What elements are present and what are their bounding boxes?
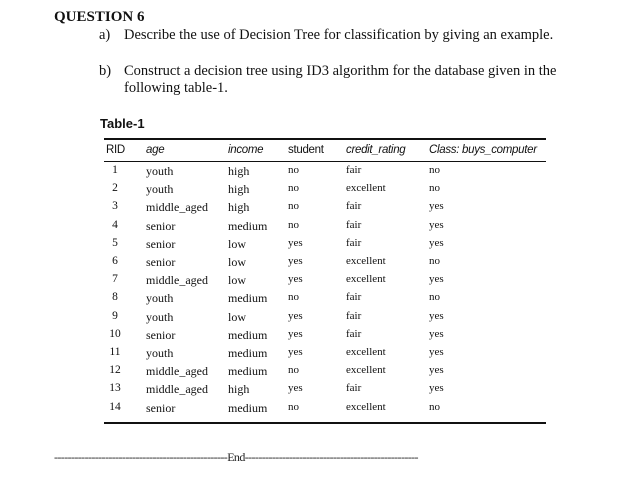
cell-rid: 3 xyxy=(112,200,118,213)
cell-credit-rating: fair xyxy=(346,291,362,304)
part-b-line2: following table-1. xyxy=(124,80,228,96)
cell-rid: 11 xyxy=(109,346,121,358)
cell-class: no xyxy=(429,400,440,413)
table-row xyxy=(0,237,638,255)
question-title: QUESTION 6 xyxy=(54,9,145,25)
cell-income: high xyxy=(228,164,250,178)
table-row xyxy=(0,164,638,182)
cell-student: yes xyxy=(288,255,303,267)
cell-credit-rating: fair xyxy=(346,200,362,213)
end-marker: ---------------------------------------------------End--------------------------------------------------- xyxy=(54,450,418,464)
table-caption: Table-1 xyxy=(100,116,145,131)
cell-class: no xyxy=(429,164,440,176)
cell-income: medium xyxy=(228,291,268,306)
cell-rid: 1 xyxy=(112,164,118,176)
cell-income: medium xyxy=(228,327,268,342)
table-row xyxy=(0,346,638,364)
part-a-text: Describe the use of Decision Tree for classification by giving an example. xyxy=(124,27,554,43)
cell-rid: 7 xyxy=(112,273,118,286)
cell-credit-rating: excellent xyxy=(346,273,386,286)
cell-income: low xyxy=(228,255,246,269)
header-age: age xyxy=(146,144,165,156)
cell-income: high xyxy=(228,382,250,397)
table-row xyxy=(0,364,638,382)
table-row xyxy=(0,200,638,218)
cell-class: yes xyxy=(429,346,444,358)
cell-income: low xyxy=(228,236,246,251)
cell-student: yes xyxy=(288,236,303,249)
cell-student: yes xyxy=(288,382,303,395)
header-class: Class: buys_computer xyxy=(429,144,537,156)
cell-class: yes xyxy=(429,309,444,322)
cell-age: middle_aged xyxy=(146,273,208,288)
cell-rid: 13 xyxy=(109,382,121,395)
table-header-rule xyxy=(104,161,546,162)
header-credit-rating: credit_rating xyxy=(346,144,406,156)
cell-age: youth xyxy=(146,291,174,306)
cell-credit-rating: excellent xyxy=(346,364,386,377)
cell-income: low xyxy=(228,273,246,288)
header-income: income xyxy=(228,144,264,156)
header-rid: RID xyxy=(106,144,125,156)
part-a-label: a) xyxy=(99,27,111,43)
cell-rid: 14 xyxy=(109,400,121,413)
cell-rid: 10 xyxy=(109,327,121,340)
part-b-label: b) xyxy=(99,63,112,79)
cell-income: medium xyxy=(228,400,268,415)
cell-age: senior xyxy=(146,400,176,415)
table-row xyxy=(0,182,638,200)
table-row xyxy=(0,401,638,419)
cell-age: senior xyxy=(146,255,176,269)
cell-student: no xyxy=(288,364,299,377)
cell-class: yes xyxy=(429,236,444,249)
cell-rid: 9 xyxy=(112,309,118,322)
cell-student: no xyxy=(288,200,299,213)
cell-age: senior xyxy=(146,327,176,342)
part-b-line1: Construct a decision tree using ID3 algorithm for the database given in the xyxy=(124,63,557,79)
cell-income: medium xyxy=(228,346,268,360)
cell-class: yes xyxy=(429,364,444,377)
cell-age: senior xyxy=(146,236,176,251)
cell-income: high xyxy=(228,182,250,197)
cell-credit-rating: fair xyxy=(346,309,362,322)
cell-rid: 6 xyxy=(112,255,118,267)
cell-rid: 2 xyxy=(112,182,118,195)
cell-age: youth xyxy=(146,164,174,178)
cell-income: medium xyxy=(228,364,268,379)
cell-income: low xyxy=(228,309,246,324)
cell-age: youth xyxy=(146,182,174,197)
table-top-rule xyxy=(104,138,546,140)
cell-class: yes xyxy=(429,327,444,340)
cell-age: middle_aged xyxy=(146,382,208,397)
table-row xyxy=(0,382,638,400)
table-row xyxy=(0,219,638,237)
cell-student: no xyxy=(288,218,299,231)
cell-student: no xyxy=(288,164,299,176)
cell-credit-rating: fair xyxy=(346,382,362,395)
cell-age: senior xyxy=(146,218,176,233)
cell-class: no xyxy=(429,182,440,195)
cell-rid: 4 xyxy=(112,218,118,231)
cell-class: yes xyxy=(429,218,444,231)
cell-class: no xyxy=(429,291,440,304)
cell-credit-rating: excellent xyxy=(346,400,386,413)
cell-credit-rating: fair xyxy=(346,327,362,340)
cell-rid: 12 xyxy=(109,364,121,377)
cell-class: yes xyxy=(429,382,444,395)
cell-student: yes xyxy=(288,309,303,322)
part-a xyxy=(99,27,619,47)
table-row xyxy=(0,310,638,328)
cell-student: yes xyxy=(288,327,303,340)
cell-income: high xyxy=(228,200,250,215)
cell-student: no xyxy=(288,400,299,413)
table-row xyxy=(0,255,638,273)
table-bottom-rule xyxy=(104,422,546,424)
cell-age: youth xyxy=(146,346,174,360)
cell-credit-rating: fair xyxy=(346,164,362,176)
cell-student: yes xyxy=(288,273,303,286)
cell-credit-rating: excellent xyxy=(346,182,386,195)
cell-credit-rating: excellent xyxy=(346,346,386,358)
cell-age: middle_aged xyxy=(146,364,208,379)
table-row xyxy=(0,291,638,309)
cell-rid: 8 xyxy=(112,291,118,304)
cell-income: medium xyxy=(228,218,268,233)
cell-credit-rating: excellent xyxy=(346,255,386,267)
cell-credit-rating: fair xyxy=(346,236,362,249)
cell-student: yes xyxy=(288,346,303,358)
table-row xyxy=(0,273,638,291)
cell-rid: 5 xyxy=(112,236,118,249)
cell-credit-rating: fair xyxy=(346,218,362,231)
header-student: student xyxy=(288,144,324,156)
cell-age: youth xyxy=(146,309,174,324)
part-b xyxy=(99,63,619,103)
table-row xyxy=(0,328,638,346)
cell-student: no xyxy=(288,182,299,195)
cell-class: no xyxy=(429,255,440,267)
cell-age: middle_aged xyxy=(146,200,208,215)
cell-class: yes xyxy=(429,200,444,213)
cell-student: no xyxy=(288,291,299,304)
cell-class: yes xyxy=(429,273,444,286)
